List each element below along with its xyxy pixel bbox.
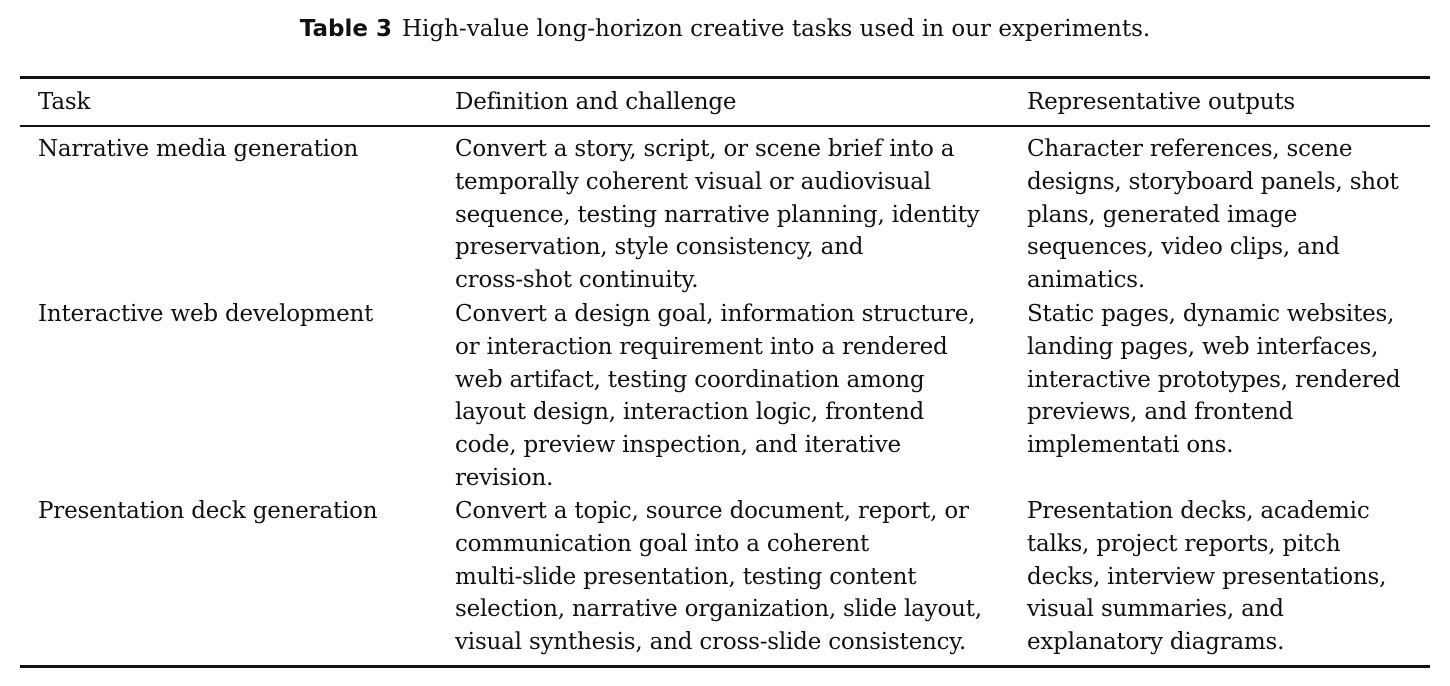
outputs-cell: Character references, scene designs, storyboard panels, shot plans, generated image sequences, video clips, and animatics. [1027,136,1399,294]
task-cell: Narrative media generation [38,136,359,162]
table-caption [0,12,1450,45]
definition-cell: Convert a story, script, or scene brief into a temporally coherent visual or audiovisual sequence, testing narrative planning, identity preservation, style consistency, and cross-shot continuity. [455,136,980,294]
caption-label: Table 3 [299,16,392,42]
outputs-cell: Static pages, dynamic websites, landing pages, web interfaces, interactive prototypes, rendered previews, and frontend implementati ons. [1027,301,1401,459]
caption-text: High-value long-horizon creative tasks used in our experiments. [401,16,1151,42]
top-rule [20,76,1430,79]
outputs-cell: Presentation decks, academic talks, project reports, pitch decks, interview presentations, visual summaries, and explanatory diagrams. [1027,498,1387,656]
header-definition: Definition and challenge [455,89,737,115]
definition-cell: Convert a topic, source document, report, or communication goal into a coherent multi-slide presentation, testing content selection, narrative organization, slide layout, visual synthesis, and cross-slide consistency. [455,498,982,656]
task-cell: Interactive web development [38,301,374,327]
header-outputs: Representative outputs [1027,89,1296,115]
header-task: Task [38,89,91,115]
task-cell: Presentation deck generation [38,498,378,524]
bottom-rule [20,665,1430,668]
definition-cell: Convert a design goal, information structure, or interaction requirement into a rendered web artifact, testing coordination among layout design, interaction logic, frontend code, preview inspection, and iterative revision. [455,301,976,491]
header-rule [20,125,1430,127]
